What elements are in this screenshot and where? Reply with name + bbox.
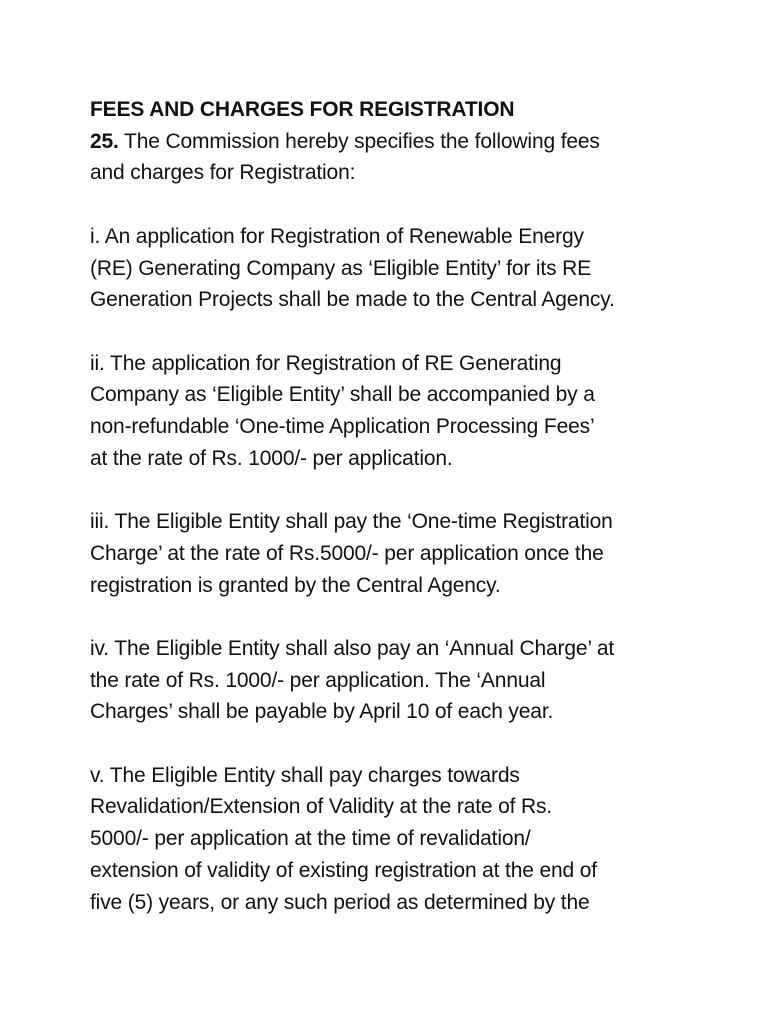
intro-line-1 bbox=[90, 126, 690, 158]
clause-line: registration is granted by the Central Agency. bbox=[90, 573, 501, 597]
clause-line: Generation Projects shall be made to the Central Agency. bbox=[90, 288, 615, 312]
section-intro bbox=[90, 126, 690, 189]
clause-line: (RE) Generating Company as ‘Eligible Entity’ for its RE bbox=[90, 256, 592, 280]
clause-line: Charges’ shall be payable by April 10 of each year. bbox=[90, 700, 554, 724]
clause-iv bbox=[90, 633, 690, 728]
section-heading: FEES AND CHARGES FOR REGISTRATION bbox=[90, 98, 515, 121]
clause-iii bbox=[90, 506, 690, 601]
clause-line: Revalidation/Extension of Validity at the rate of Rs. bbox=[90, 795, 553, 819]
clause-line: extension of validity of existing registration at the end of bbox=[90, 858, 597, 882]
clause-line: iii. The Eligible Entity shall pay the ‘One-time Registration bbox=[90, 510, 613, 534]
clause-line: v. The Eligible Entity shall pay charges towards bbox=[90, 763, 520, 787]
document-page bbox=[90, 94, 690, 950]
clause-line: the rate of Rs. 1000/- per application. The ‘Annual bbox=[90, 668, 546, 692]
intro-line-2: and charges for Registration: bbox=[90, 161, 356, 185]
clause-line: iv. The Eligible Entity shall also pay an ‘Annual Charge’ at bbox=[90, 636, 615, 660]
clause-line: five (5) years, or any such period as determined by the bbox=[90, 890, 590, 914]
clause-line: at the rate of Rs. 1000/- per application. bbox=[90, 446, 453, 470]
clause-i bbox=[90, 221, 690, 316]
clause-line: i. An application for Registration of Renewable Energy bbox=[90, 224, 584, 248]
clause-ii bbox=[90, 348, 690, 475]
intro-text: The Commission hereby specifies the following fees bbox=[118, 129, 600, 153]
clause-line: Company as ‘Eligible Entity’ shall be accompanied by a bbox=[90, 383, 595, 407]
clause-line: 5000/- per application at the time of revalidation/ bbox=[90, 827, 531, 851]
clause-v bbox=[90, 760, 690, 919]
clause-line: Charge’ at the rate of Rs.5000/- per application once the bbox=[90, 541, 604, 565]
clause-line: ii. The application for Registration of RE Generating bbox=[90, 351, 562, 375]
section-number: 25. bbox=[90, 129, 119, 153]
clause-line: non-refundable ‘One-time Application Processing Fees’ bbox=[90, 415, 595, 438]
